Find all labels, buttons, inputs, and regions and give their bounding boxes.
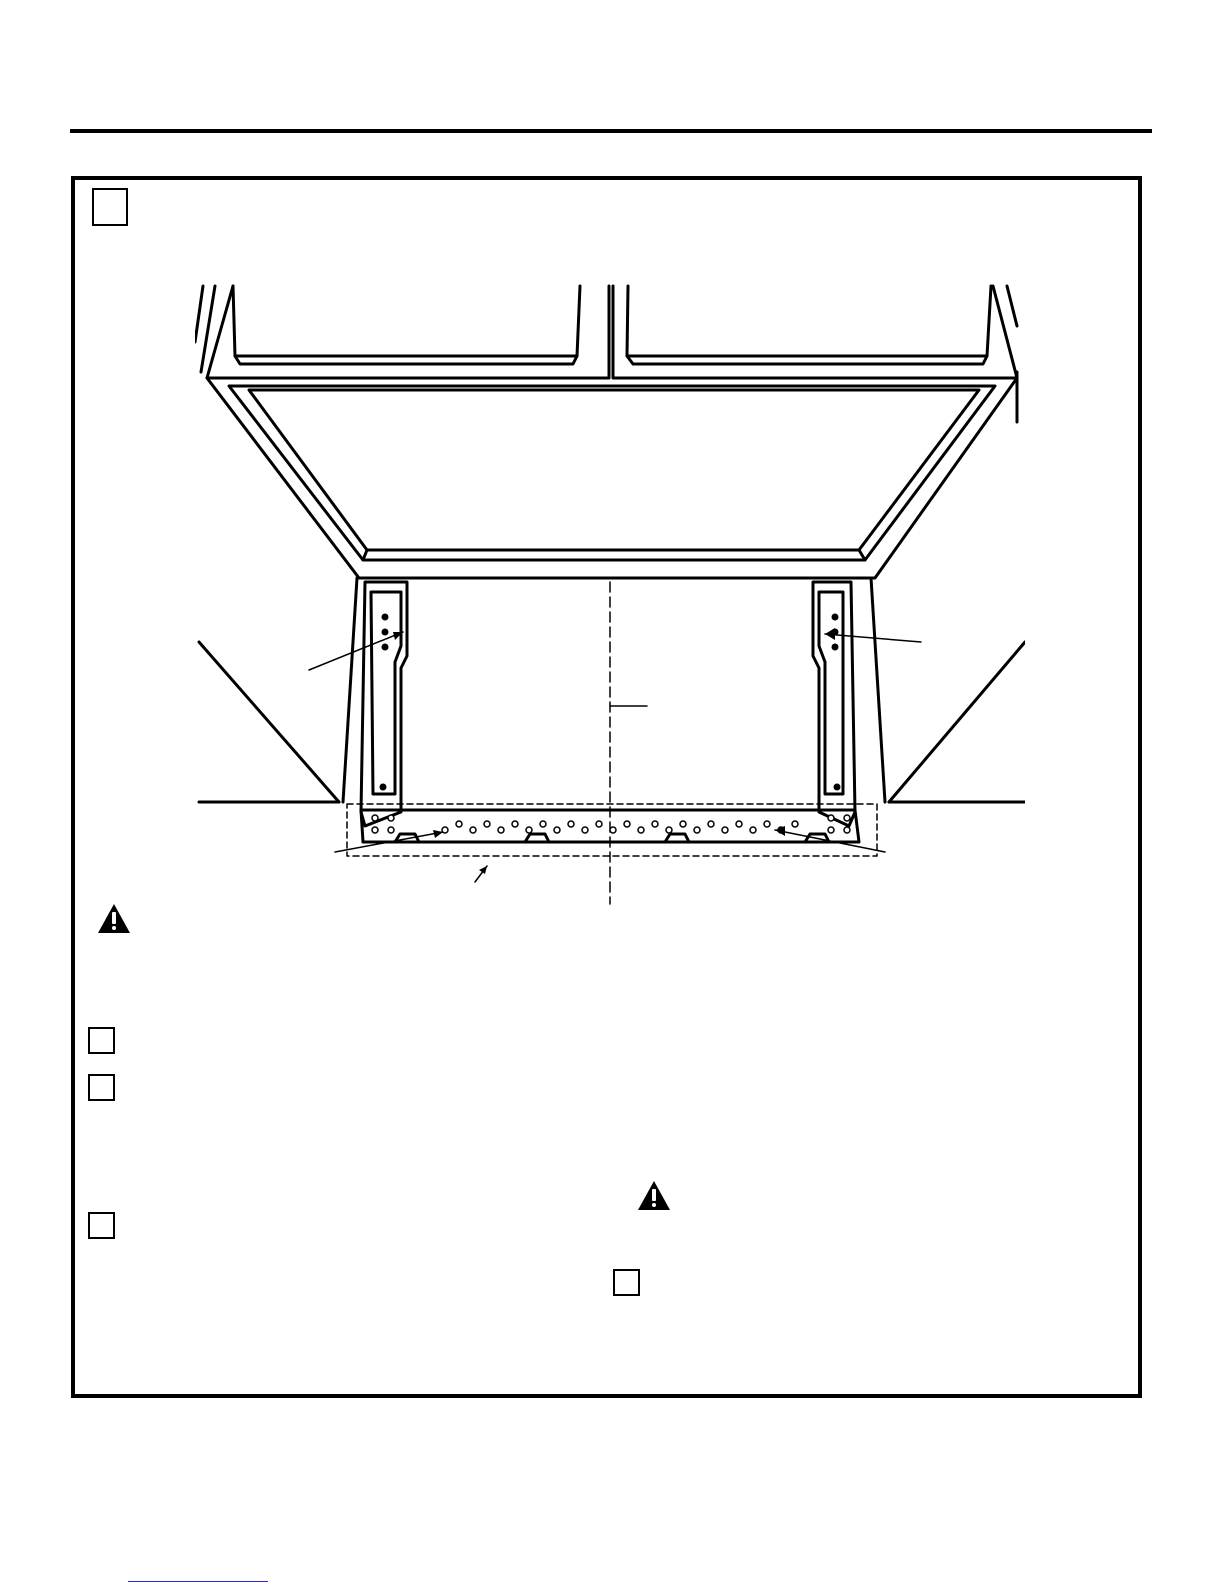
main-step-checkbox[interactable]: [92, 188, 128, 226]
footer-link-underline[interactable]: [128, 1581, 268, 1582]
right-side-bracket: [813, 582, 855, 826]
arrow-heads: [393, 628, 835, 874]
step-checkbox[interactable]: [88, 1027, 115, 1054]
step-checkbox[interactable]: [88, 1212, 115, 1239]
warning-triangle-icon: [636, 1179, 672, 1212]
cabinet-mounting-diagram: [195, 282, 1025, 907]
step-checkbox[interactable]: [613, 1269, 640, 1296]
cabinet-doors: [195, 286, 1017, 422]
wall-edges: [199, 578, 1025, 802]
header-rule: [70, 129, 1152, 133]
cabinet-bottom: [207, 378, 1017, 578]
left-side-bracket: [361, 582, 407, 826]
step-checkbox[interactable]: [88, 1074, 115, 1101]
warning-triangle-icon: [96, 902, 132, 935]
